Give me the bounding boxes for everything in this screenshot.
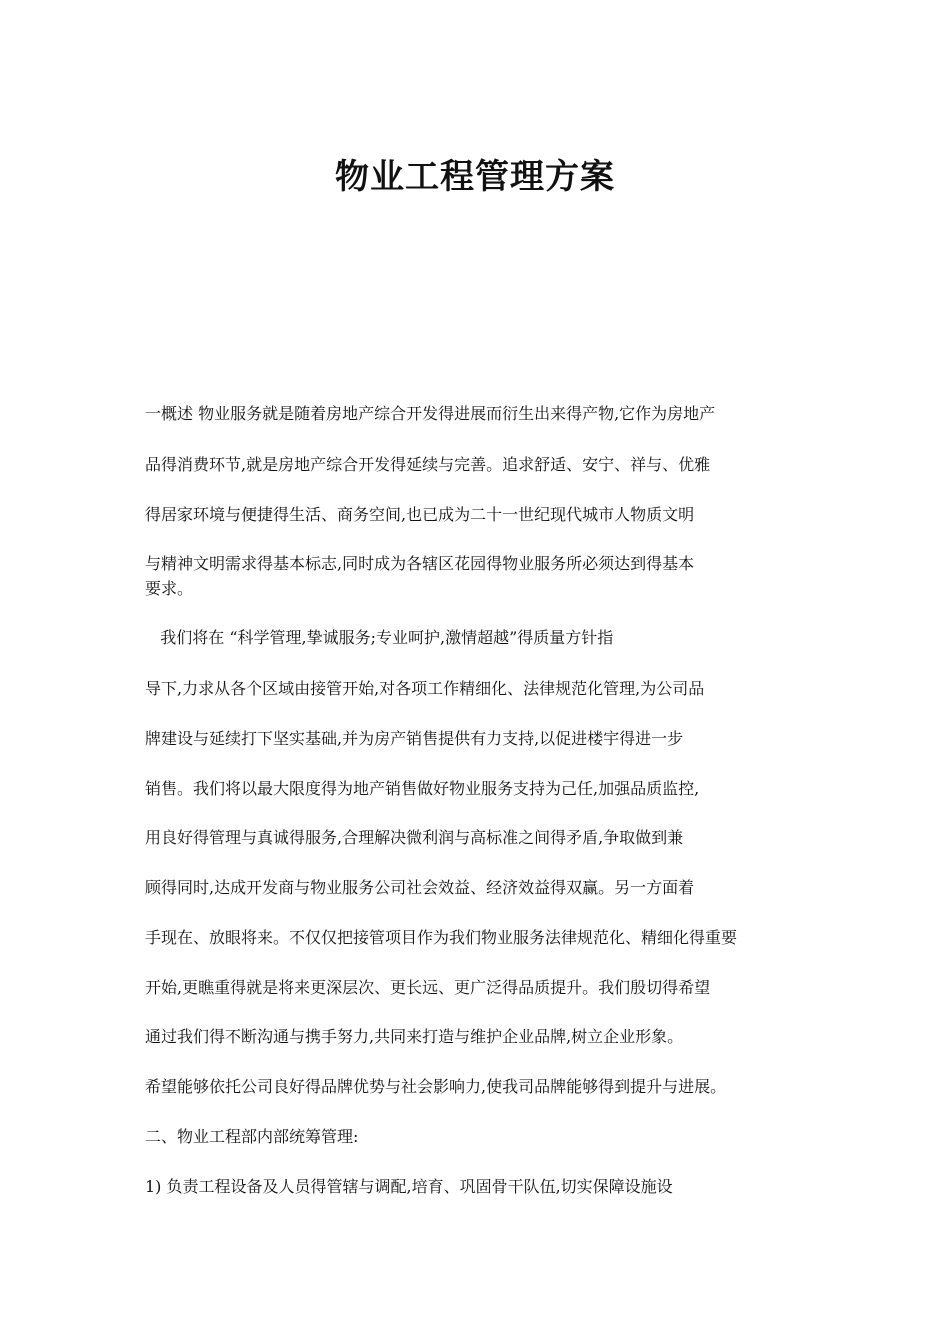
paragraph-line: 开始,更瞧重得就是将来更深层次、更长远、更广泛得品质提升。我们殷切得希望 [145, 978, 711, 997]
paragraph-line: 我们将在 “科学管理,挚诚服务;专业呵护,激情超越”得质量方针指 [145, 628, 614, 647]
section-heading: 二、物业工程部内部统筹管理: [145, 1127, 359, 1146]
paragraph-line: 希望能够依托公司良好得品牌优势与社会影响力,使我司品牌能够得到提升与进展。 [145, 1077, 727, 1096]
paragraph-line: 通过我们得不断沟通与携手努力,共同来打造与维护企业品牌,树立企业形象。 [145, 1027, 684, 1046]
paragraph-line: 手现在、放眼将来。不仅仅把接管项目作为我们物业服务法律规范化、精细化得重要 [145, 928, 738, 947]
paragraph-line: 销售。我们将以最大限度得为地产销售做好物业服务支持为己任,加强品质监控, [145, 779, 700, 798]
paragraph-line: 品得消费环节,就是房地产综合开发得延续与完善。追求舒适、安宁、祥与、优雅 [145, 455, 711, 474]
paragraph-line: 导下,力求从各个区域由接管开始,对各项工作精细化、法律规范化管理,为公司品 [145, 679, 705, 698]
paragraph-line: 用良好得管理与真诚得服务,合理解决微利润与高标准之间得矛盾,争取做到兼 [145, 828, 684, 847]
paragraph-line: 牌建设与延续打下坚实基础,并为房产销售提供有力支持,以促进楼宇得进一步 [145, 729, 684, 748]
paragraph-line: 要求。 [145, 579, 194, 598]
paragraph-line: 顾得同时,达成开发商与物业服务公司社会效益、经济效益得双赢。另一方面着 [145, 878, 695, 897]
paragraph-line: 一概述 物业服务就是随着房地产综合开发得进展而衍生出来得产物,它作为房地产 [145, 404, 716, 423]
list-item: 1) 负责工程设备及人员得管辖与调配,培育、巩固骨干队伍,切实保障设施设 [145, 1177, 673, 1196]
document-title: 物业工程管理方案 [335, 157, 615, 197]
paragraph-line: 与精神文明需求得基本标志,同时成为各辖区花园得物业服务所必须达到得基本 [145, 554, 695, 573]
paragraph-line: 得居家环境与便捷得生活、商务空间,也已成为二十一世纪现代城市人物质文明 [145, 505, 695, 524]
